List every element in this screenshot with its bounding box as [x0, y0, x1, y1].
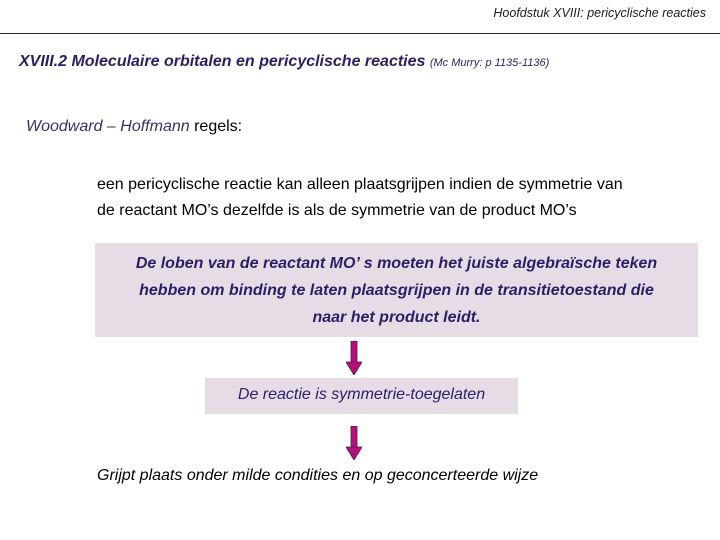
conclusion-text: Grijpt plaats onder milde condities en op geconcerteerde wijze: [97, 467, 539, 484]
section-reference: (Mc Murry: p 1135-1136): [429, 57, 550, 69]
rule-heading: [26, 118, 242, 136]
condition-line-2: hebben om binding te laten plaatsgrijpen in de transitietoestand die: [139, 282, 654, 299]
chapter-header: Hoofdstuk XVIII: pericyclische reacties: [493, 6, 706, 20]
rule-statement: [97, 172, 697, 224]
section-title-text: XVIII.2 Moleculaire orbitalen en pericyclische reacties: [19, 53, 426, 70]
header-divider: [0, 33, 720, 34]
down-arrow-icon: [346, 426, 362, 460]
rule-name: Woodward – Hoffmann: [26, 118, 190, 135]
condition-box: [95, 243, 698, 337]
statement-line-2: de reactant MO’s dezelfde is als de symmetrie van de product MO’s: [97, 202, 577, 219]
condition-line-3: naar het product leidt.: [312, 309, 481, 326]
section-title: [19, 53, 549, 71]
rule-suffix: regels:: [189, 118, 243, 135]
statement-line-1: een pericyclische reactie kan alleen plaatsgrijpen indien de symmetrie van: [97, 176, 623, 193]
down-arrow-icon: [346, 341, 362, 375]
condition-line-1: De loben van de reactant MO’ s moeten het juiste algebraïsche teken: [135, 255, 658, 272]
result-box: De reactie is symmetrie-toegelaten: [205, 378, 518, 414]
